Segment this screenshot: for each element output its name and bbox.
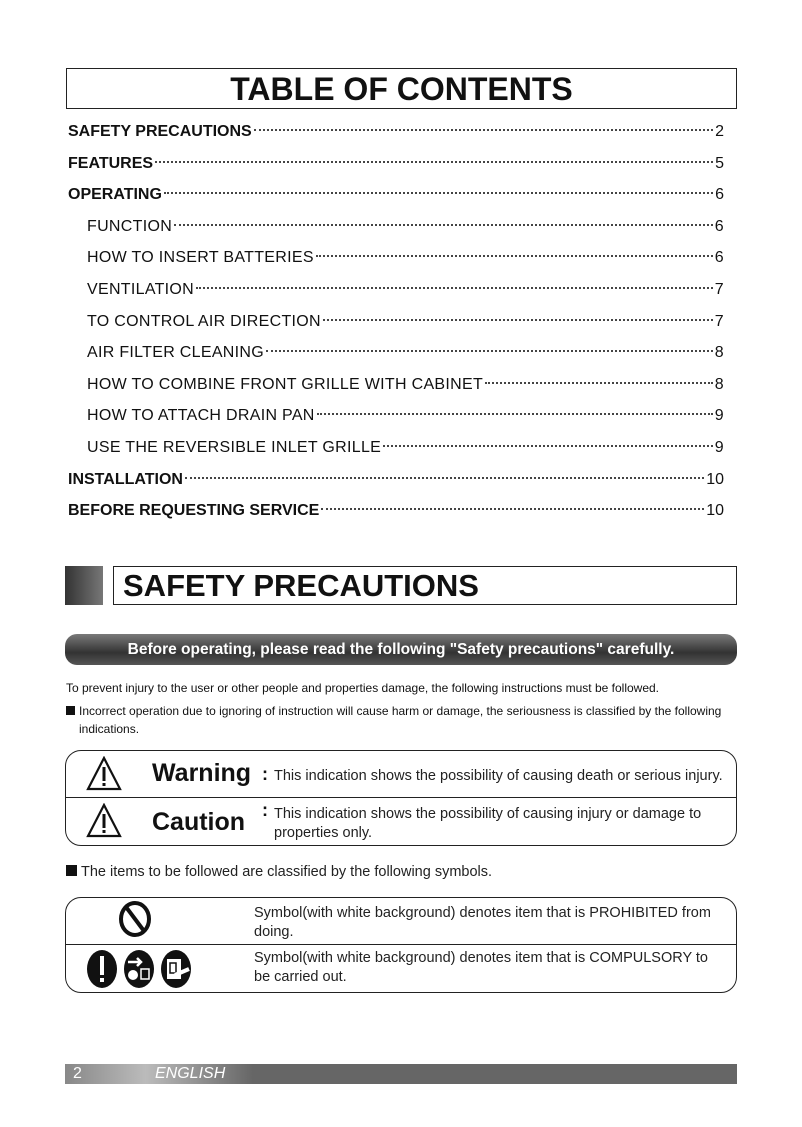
toc-entry-page: 6 bbox=[714, 249, 724, 267]
bullet-icon bbox=[66, 706, 75, 715]
dot-leader bbox=[174, 224, 713, 226]
toc-entry-page: 10 bbox=[706, 470, 724, 488]
toc-entry[interactable] bbox=[68, 337, 724, 369]
dot-leader bbox=[317, 413, 713, 415]
toc-entry[interactable] bbox=[68, 432, 724, 464]
warning-label: Warning bbox=[152, 759, 252, 787]
intro-text: To prevent injury to the user or other people and properties damage, the following instructions must be followed. bbox=[66, 681, 660, 695]
section-marker bbox=[65, 566, 103, 605]
toc-entry[interactable] bbox=[68, 148, 724, 180]
dot-leader bbox=[485, 382, 713, 384]
toc-entry-page: 7 bbox=[714, 280, 724, 298]
toc-entry-label: AIR FILTER CLEANING bbox=[87, 344, 264, 362]
bullet-text: The items to be followed are classified by the following symbols. bbox=[81, 864, 493, 880]
toc-title: TABLE OF CONTENTS bbox=[66, 68, 737, 109]
toc-entry-page: 9 bbox=[714, 407, 724, 425]
dot-leader bbox=[155, 161, 713, 163]
toc-entry-label: FEATURES bbox=[68, 154, 154, 172]
compulsory-exclamation-icon bbox=[86, 949, 118, 989]
bullet-symbols bbox=[66, 864, 492, 880]
dot-leader bbox=[254, 129, 713, 131]
caution-text: This indication shows the possibility of causing injury or damage to properties only. bbox=[274, 806, 702, 841]
dot-leader bbox=[321, 508, 704, 510]
prohibited-icon bbox=[118, 900, 152, 938]
toc-entry-page: 8 bbox=[714, 375, 724, 393]
warning-triangle-icon bbox=[86, 756, 122, 791]
colon: : bbox=[262, 800, 268, 820]
toc-entry-label: HOW TO COMBINE FRONT GRILLE WITH CABINET bbox=[87, 375, 484, 393]
toc-entry[interactable] bbox=[68, 179, 724, 211]
toc-entry[interactable] bbox=[68, 211, 724, 243]
colon: : bbox=[262, 764, 268, 784]
toc-entry-page: 10 bbox=[706, 502, 724, 520]
toc-list bbox=[68, 116, 724, 527]
symbol-box bbox=[65, 897, 737, 993]
warning-text: This indication shows the possibility of causing death or serious injury. bbox=[274, 768, 723, 784]
toc-entry-page: 2 bbox=[715, 123, 724, 140]
bullet-icon bbox=[66, 865, 77, 876]
toc-entry[interactable] bbox=[68, 306, 724, 338]
toc-entry-label: USE THE REVERSIBLE INLET GRILLE bbox=[87, 438, 382, 456]
toc-entry-page: 9 bbox=[714, 438, 724, 456]
toc-entry-label: VENTILATION bbox=[87, 280, 195, 298]
caution-row bbox=[66, 798, 736, 845]
toc-entry-page: 7 bbox=[714, 312, 724, 330]
compulsory-row bbox=[66, 945, 736, 992]
bullet-text: Incorrect operation due to ignoring of instruction will cause harm or damage, the seriousness is classified by the following indications. bbox=[79, 704, 722, 736]
dot-leader bbox=[185, 477, 704, 479]
dot-leader bbox=[323, 319, 713, 321]
toc-entry-label: SAFETY PRECAUTIONS bbox=[68, 123, 252, 140]
toc-entry-page: 5 bbox=[715, 154, 724, 172]
caution-triangle-icon bbox=[86, 803, 122, 838]
indication-box bbox=[65, 750, 737, 846]
toc-entry[interactable] bbox=[68, 400, 724, 432]
unplug-icon bbox=[123, 949, 155, 989]
notice-banner: Before operating, please read the following "Safety precautions" carefully. bbox=[65, 634, 737, 665]
toc-entry[interactable] bbox=[68, 495, 724, 527]
toc-entry-page: 6 bbox=[715, 186, 724, 204]
toc-entry-label: INSTALLATION bbox=[68, 470, 183, 488]
toc-entry[interactable] bbox=[68, 464, 724, 496]
toc-entry[interactable] bbox=[68, 242, 724, 274]
page-number: 2 bbox=[73, 1065, 82, 1082]
toc-entry-label: FUNCTION bbox=[87, 217, 173, 235]
toc-entry-page: 8 bbox=[714, 344, 724, 362]
language-label: ENGLISH bbox=[155, 1065, 226, 1082]
prohibited-text: Symbol(with white background) denotes item that is PROHIBITED from doing. bbox=[254, 905, 711, 940]
section-title: SAFETY PRECAUTIONS bbox=[113, 566, 737, 605]
dot-leader bbox=[164, 192, 713, 194]
dot-leader bbox=[316, 255, 713, 257]
warning-row bbox=[66, 751, 736, 798]
dot-leader bbox=[383, 445, 713, 447]
toc-entry-label: HOW TO INSERT BATTERIES bbox=[87, 249, 314, 267]
bullet-indications bbox=[66, 702, 738, 738]
compulsory-text: Symbol(with white background) denotes item that is COMPULSORY to be carried out. bbox=[254, 950, 708, 985]
toc-entry-label: OPERATING bbox=[68, 186, 162, 204]
toc-entry-page: 6 bbox=[714, 217, 724, 235]
toc-entry[interactable] bbox=[68, 274, 724, 306]
caution-label: Caution bbox=[152, 808, 246, 836]
dot-leader bbox=[266, 350, 713, 352]
toc-entry-label: BEFORE REQUESTING SERVICE bbox=[68, 502, 320, 520]
toc-entry-label: HOW TO ATTACH DRAIN PAN bbox=[87, 407, 315, 425]
switch-off-icon bbox=[160, 949, 192, 989]
page-footer bbox=[65, 1064, 737, 1084]
prohibited-row bbox=[66, 898, 736, 945]
toc-entry-label: TO CONTROL AIR DIRECTION bbox=[87, 312, 321, 330]
toc-entry[interactable] bbox=[68, 369, 724, 401]
toc-entry[interactable] bbox=[68, 116, 724, 148]
dot-leader bbox=[196, 287, 713, 289]
